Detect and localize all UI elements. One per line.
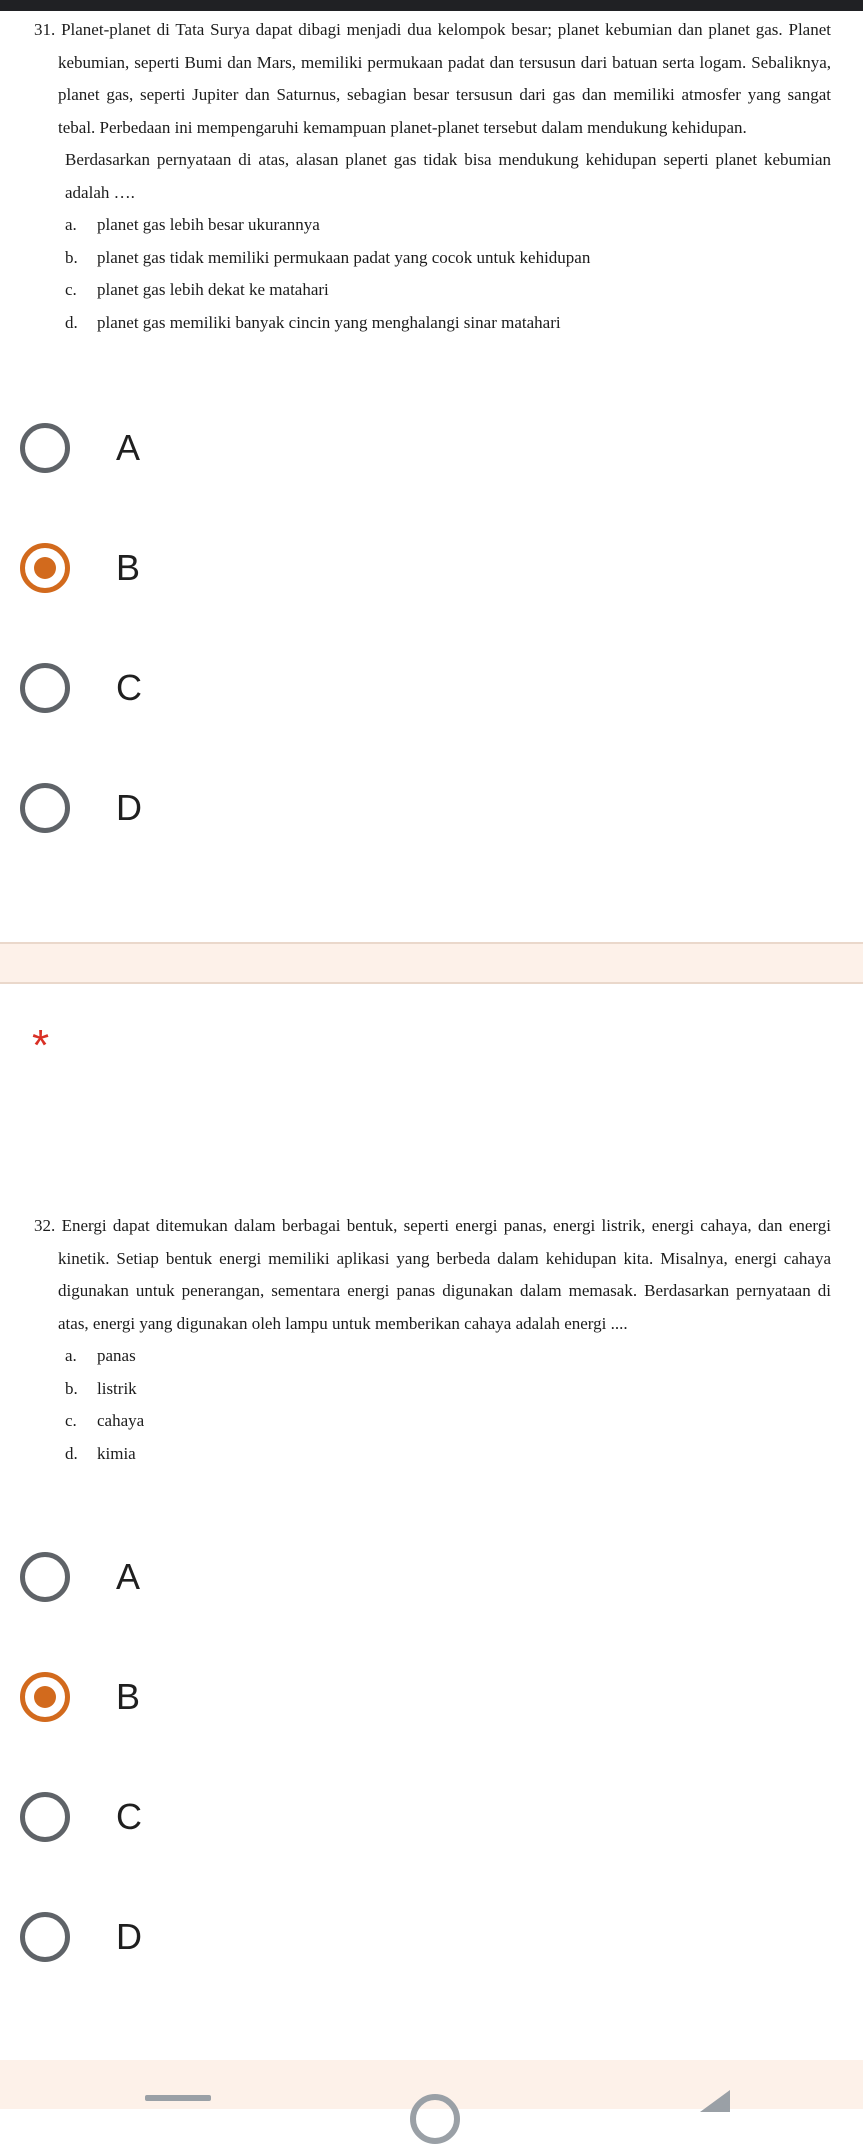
top-status-strip xyxy=(0,0,863,11)
radio-button[interactable] xyxy=(20,1552,70,1602)
question-31-text xyxy=(0,14,863,339)
choice-label: A xyxy=(116,427,141,468)
home-nav-icon[interactable] xyxy=(410,2094,460,2144)
choice-label: B xyxy=(116,547,141,588)
radio-button[interactable] xyxy=(20,1912,70,1962)
section-divider xyxy=(0,942,863,984)
choice-label: C xyxy=(116,1796,142,1837)
radio-dot-icon xyxy=(34,1686,56,1708)
option-c: c. cahaya xyxy=(65,1411,145,1430)
option-a: a. panas xyxy=(65,1346,136,1365)
question-number: 31. xyxy=(34,20,56,39)
required-asterisk: * xyxy=(32,1021,50,1070)
question-stem: Planet-planet di Tata Surya dapat dibagi menjadi dua kelompok besar; planet kebumian dan planet gas. Planet kebumian, seperti Bumi dan Mars, memiliki permukaan padat dan tersusun dari batuan serta logam. Sebaliknya, planet gas, seperti Jupiter dan Saturnus, sebagian besar tersusun dari gas dan memiliki atmosfer yang sangat tebal. Perbedaan ini mempengaruhi kemampuan planet-planet tersebut dalam mendukung kehidupan. xyxy=(58,20,831,137)
radio-button[interactable] xyxy=(20,663,70,713)
choice-c[interactable] xyxy=(0,628,863,748)
option-d: d. kimia xyxy=(65,1443,136,1463)
question-31-prompt: Berdasarkan pernyataan di atas, alasan planet gas tidak bisa mendukung kehidupan seperti planet kebumian adalah …. xyxy=(65,150,831,202)
choice-label: B xyxy=(116,1676,141,1717)
option-d: d. planet gas memiliki banyak cincin yang menghalangi sinar matahari xyxy=(65,312,561,332)
question-31-stem xyxy=(34,14,831,144)
question-32-text xyxy=(0,1210,863,1470)
choice-b[interactable] xyxy=(0,508,863,628)
option-a: a. planet gas lebih besar ukurannya xyxy=(65,215,320,234)
choice-c[interactable] xyxy=(0,1757,863,1877)
choice-b[interactable] xyxy=(0,1637,863,1757)
choice-label: C xyxy=(116,667,142,708)
radio-button-selected[interactable] xyxy=(20,543,70,593)
radio-dot-icon xyxy=(34,557,56,579)
option-b: b. listrik xyxy=(65,1378,137,1398)
choice-label: A xyxy=(116,1556,141,1597)
option-b: b. planet gas tidak memiliki permukaan padat yang cocok untuk kehidupan xyxy=(65,247,591,267)
question-32-choices xyxy=(0,1517,863,1997)
choice-d[interactable] xyxy=(0,1877,863,1997)
menu-nav-icon[interactable] xyxy=(145,2095,211,2101)
radio-button[interactable] xyxy=(20,783,70,833)
question-stem: Energi dapat ditemukan dalam berbagai bentuk, seperti energi panas, energi listrik, energi cahaya, dan energi kinetik. Setiap bentuk energi memiliki aplikasi yang berbeda dalam kehidupan kita. Misalnya, energi cahaya digunakan untuk penerangan, sementara energi panas digunakan dalam memasak. Berdasarkan pernyataan di atas, energi yang digunakan oleh lampu untuk memberikan cahaya adalah energi .... xyxy=(58,1216,832,1333)
question-32-stem xyxy=(34,1210,831,1340)
choice-label: D xyxy=(116,1916,142,1957)
radio-button[interactable] xyxy=(20,423,70,473)
choice-a[interactable] xyxy=(0,388,863,508)
radio-button[interactable] xyxy=(20,1792,70,1842)
choice-a[interactable] xyxy=(0,1517,863,1637)
question-31-choices xyxy=(0,388,863,868)
choice-label: D xyxy=(116,787,142,828)
option-c: c. planet gas lebih dekat ke matahari xyxy=(65,280,329,299)
choice-d[interactable] xyxy=(0,748,863,868)
radio-button-selected[interactable] xyxy=(20,1672,70,1722)
question-number: 32. xyxy=(34,1216,56,1235)
